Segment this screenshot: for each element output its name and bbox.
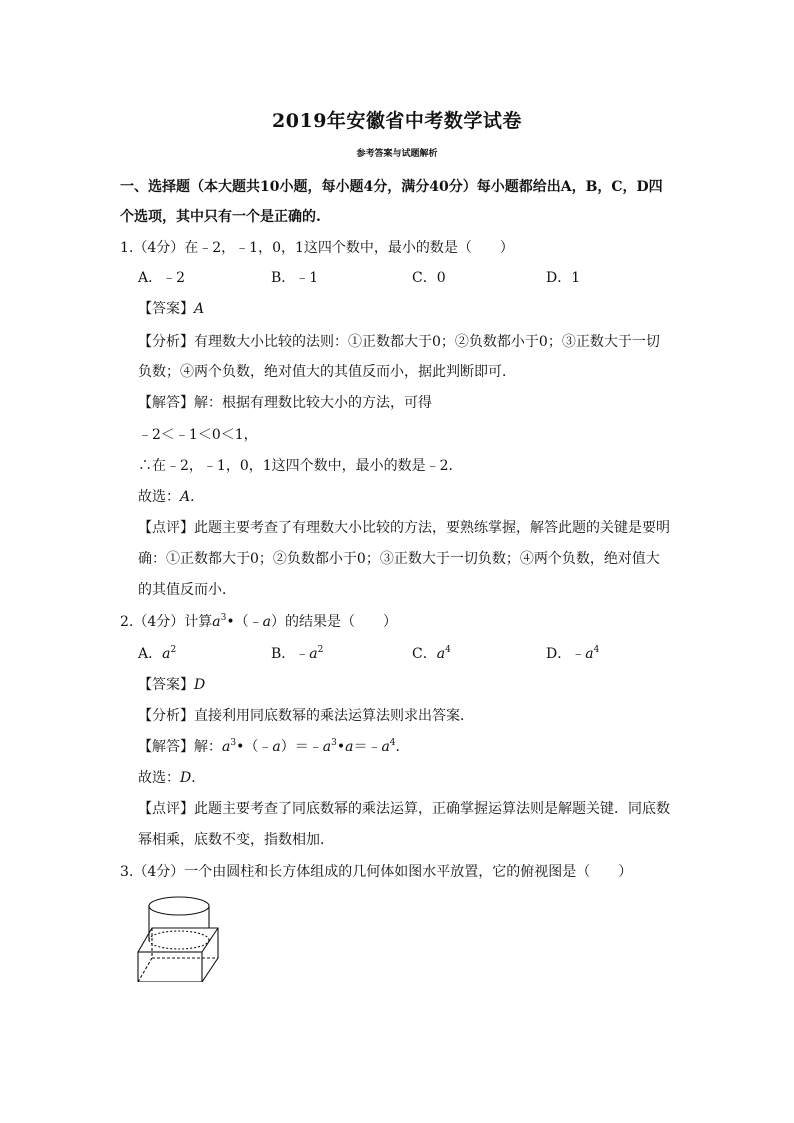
q1-choice-letter: A [180,489,191,505]
q2-option-d [546,644,599,664]
choice-suffix: ． [191,770,206,786]
q2-stem-var2: a [262,614,271,630]
q2-stem-suffix: ）的结果是（ ） [270,614,397,630]
sol-exp: 3 [230,738,237,748]
sol-exp: 3 [331,738,337,748]
q1-comment-line1 [138,518,670,538]
q2-solution [138,737,410,757]
section-heading-line2: 个选项，其中只有一个是正确的. [120,209,321,225]
option-exp: 4 [445,645,451,655]
choice-prefix: 故选： [138,489,180,505]
solution-label: 【解答】 [138,739,194,755]
q1-comment-line2: 确：①正数都大于0；②负数都小于0；③正数大于一切负数；④两个负数，绝对值大 [138,551,660,567]
sol-exp: 4 [389,738,396,748]
cuboid-front-face [138,952,202,982]
q2-stem-var: a [212,614,221,630]
cuboid-hidden-depth [138,958,152,982]
page-title: 2019年安徽省中考数学试卷 [272,110,522,132]
sol-var: a [272,739,281,755]
q1-answer-value: A [194,301,205,317]
q2-answer [138,675,205,695]
sol-text: • [336,739,346,755]
solution-prefix: 解： [194,739,222,755]
option-prefix: B．﹣ [271,646,310,662]
answer-label: 【答案】 [138,301,194,317]
q1-choice [138,487,204,507]
q1-solution-line1 [138,393,432,413]
page-subtitle: 参考答案与试题解析 [356,149,438,159]
sol-text: ）＝﹣ [280,739,323,755]
q2-stem [120,612,397,632]
q2-option-a [138,644,176,664]
answer-label: 【答案】 [138,677,194,693]
option-prefix: D．﹣ [546,646,586,662]
cylinder-base-back-hidden [149,931,209,940]
q1-solution-line3: ∴在﹣2，﹣1，0，1这四个数中，最小的数是﹣2． [138,458,463,474]
sol-text: •（﹣ [236,739,273,755]
sol-var: a [345,739,354,755]
option-var: a [309,646,318,662]
q1-option-c: C．0 [412,270,446,286]
comment-label: 【点评】 [138,801,194,817]
q2-answer-value: D [194,677,206,693]
option-var: a [162,646,171,662]
q3-stem: 3.（4分）一个由圆柱和长方体组成的几何体如图水平放置，它的俯视图是（ ） [120,864,633,880]
option-exp: 2 [170,645,177,655]
q3-solid-figure [134,890,224,982]
q1-solution-line2: ﹣2＜﹣1＜0＜1， [138,427,258,443]
choice-suffix: ． [190,489,205,505]
sol-var: a [222,739,231,755]
q2-stem-mid: •（﹣ [226,614,263,630]
q1-option-a: A．﹣2 [138,270,186,286]
cylinder-base-front-hidden [149,940,209,949]
option-prefix: C． [412,646,437,662]
q2-option-b [271,644,323,664]
q1-analysis-line1 [138,332,660,352]
option-exp: 2 [317,645,324,655]
analysis-label: 【分析】 [138,708,194,724]
sol-text: ． [395,739,410,755]
q2-stem-prefix: 2.（4分）计算 [120,614,213,630]
q2-choice-letter: D [180,770,192,786]
option-var: a [436,646,446,662]
option-prefix: A． [138,646,163,662]
comment-label: 【点评】 [138,520,194,536]
section-heading-line1: 一、选择题（本大题共10小题，每小题4分，满分40分）每小题都给出A，B，C，D四 [120,179,663,195]
q1-analysis-line2: 负数；④两个负数，绝对值大的其值反而小，据此判断即可． [138,364,516,380]
q2-analysis [138,706,474,726]
choice-prefix: 故选： [138,770,180,786]
sol-var: a [322,739,332,755]
q1-comment-line3: 的其值反而小． [138,582,236,598]
q2-comment-text1: 此题主要考查了同底数幂的乘法运算，正确掌握运算法则是解题关键．同底数 [194,801,670,817]
q1-option-b: B．﹣1 [271,270,319,286]
sol-text: ＝﹣ [353,739,382,755]
q2-comment-line2: 幂相乘，底数不变，指数相加． [138,832,334,848]
option-exp: 4 [593,645,600,655]
q1-option-d: D．1 [546,270,581,286]
q1-answer [138,299,204,319]
q2-option-c [412,644,451,664]
analysis-label: 【分析】 [138,334,194,350]
sol-var: a [381,739,390,755]
q2-stem-exp: 3 [220,613,227,623]
q1-stem: 1.（4分）在﹣2，﹣1，0，1这四个数中，最小的数是（ ） [120,240,514,256]
cylinder-top [149,897,209,915]
q1-comment-text1: 此题主要考查了有理数大小比较的方法，要熟练掌握，解答此题的关键是要明 [194,520,670,536]
q1-solution-text1: 解：根据有理数比较大小的方法，可得 [194,395,432,411]
cuboid-top-right-edge [202,928,218,952]
q2-choice [138,768,205,788]
q1-analysis-text1: 有理数大小比较的法则：①正数都大于0；②负数都小于0；③正数大于一切 [194,334,660,350]
q2-comment-line1 [138,799,670,819]
q2-analysis-text: 直接利用同底数幂的乘法运算法则求出答案． [194,708,474,724]
option-var: a [585,646,594,662]
solution-label: 【解答】 [138,395,194,411]
